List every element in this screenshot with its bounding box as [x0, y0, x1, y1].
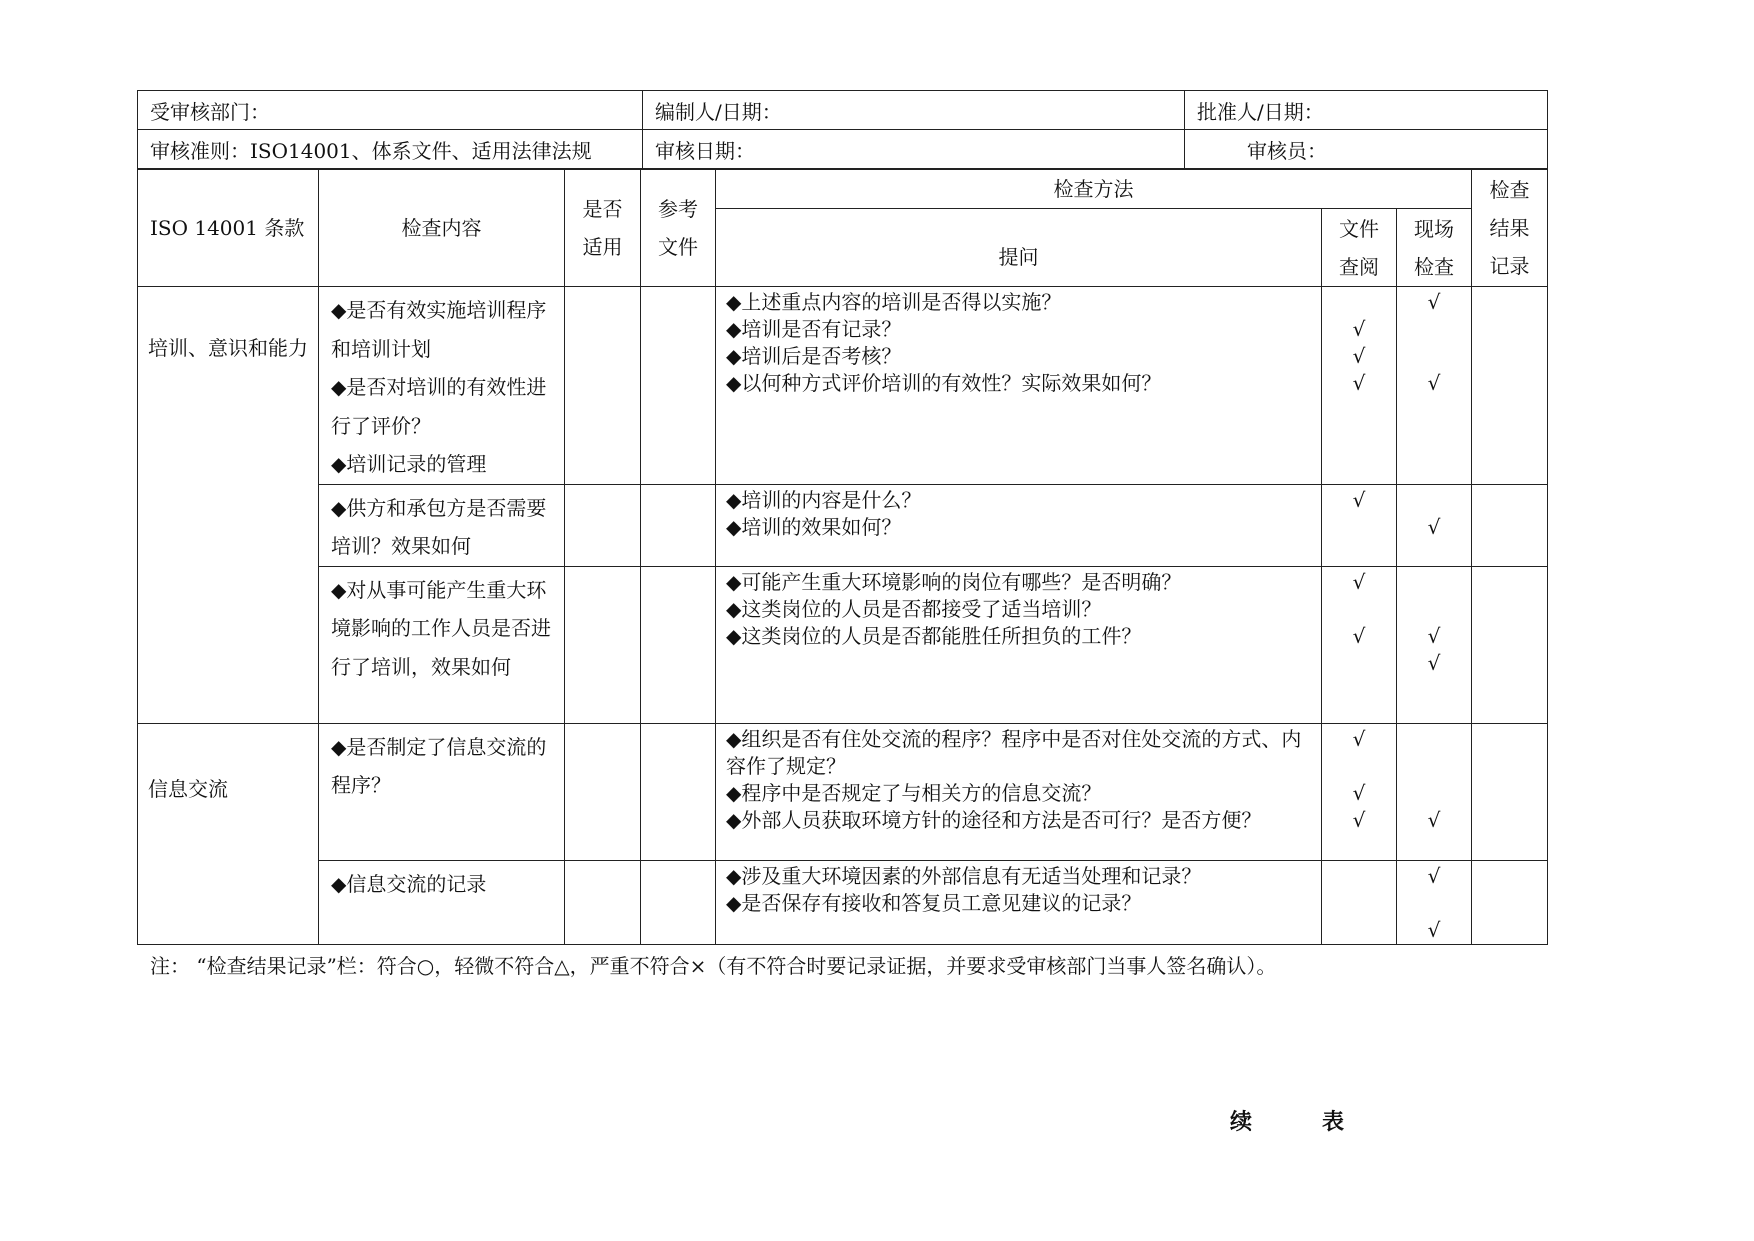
doc-check-cell: √ √ [1322, 566, 1397, 723]
result-cell[interactable] [1472, 287, 1548, 485]
site-check-cell: √ [1397, 484, 1472, 566]
site-check-cell: √ √ [1397, 860, 1472, 944]
content-cell: ◆是否有效实施培训程序和培训计划 ◆是否对培训的有效性进行了评价？ ◆培训记录的管理 [319, 287, 565, 485]
result-cell[interactable] [1472, 566, 1548, 723]
applicable-cell[interactable] [565, 484, 641, 566]
col-method: 检查方法 [716, 170, 1472, 209]
site-check-cell: √ √ [1397, 287, 1472, 485]
col-site-check: 现场检查 [1397, 209, 1472, 287]
table-row [138, 723, 1548, 860]
clause-cell: 培训、意识和能力 [138, 287, 319, 724]
audit-date-label: 审核日期： [643, 130, 1185, 169]
applicable-cell[interactable] [565, 287, 641, 485]
table-row [138, 860, 1548, 944]
col-clause: ISO 14001 条款 [138, 170, 319, 287]
col-doc-review: 文件查阅 [1322, 209, 1397, 287]
content-cell: ◆是否制定了信息交流的程序？ [319, 723, 565, 860]
auditor-label: 审核员： [1185, 130, 1548, 169]
col-content: 检查内容 [319, 170, 565, 287]
reference-cell[interactable] [641, 484, 716, 566]
table-row [138, 287, 1548, 485]
question-cell: ◆涉及重大环境因素的外部信息有无适当处理和记录？ ◆是否保存有接收和答复员工意见建议的记录？ [716, 860, 1322, 944]
reference-cell[interactable] [641, 566, 716, 723]
doc-check-cell [1322, 860, 1397, 944]
reference-cell[interactable] [641, 860, 716, 944]
clause-cell: 信息交流 [138, 723, 319, 944]
audited-dept-label: 受审核部门： [138, 91, 643, 130]
site-check-cell: √ √ [1397, 566, 1472, 723]
col-applicable: 是否适用 [565, 170, 641, 287]
audit-criteria-label: 审核准则：ISO14001、体系文件、适用法律法规 [138, 130, 643, 169]
result-cell[interactable] [1472, 723, 1548, 860]
content-cell: ◆信息交流的记录 [319, 860, 565, 944]
table-row [138, 566, 1548, 723]
applicable-cell[interactable] [565, 566, 641, 723]
header-table [137, 90, 1548, 169]
question-cell: ◆培训的内容是什么？ ◆培训的效果如何？ [716, 484, 1322, 566]
applicable-cell[interactable] [565, 723, 641, 860]
column-header-row-1 [138, 170, 1548, 209]
checklist-table [137, 169, 1548, 945]
footnote: 注： “检查结果记录”栏：符合○，轻微不符合△，严重不符合×（有不符合时要记录证据，并要求受审核部门当事人签名确认）。 [150, 954, 1277, 978]
author-date-label: 编制人/日期： [643, 91, 1185, 130]
content-cell: ◆供方和承包方是否需要培训？效果如何 [319, 484, 565, 566]
site-check-cell: √ [1397, 723, 1472, 860]
reference-cell[interactable] [641, 287, 716, 485]
content-cell: ◆对从事可能产生重大环境影响的工作人员是否进行了培训，效果如何 [319, 566, 565, 723]
result-cell[interactable] [1472, 484, 1548, 566]
applicable-cell[interactable] [565, 860, 641, 944]
continued-label: 续表 [1230, 1109, 1415, 1135]
doc-check-cell: √ √ √ [1322, 287, 1397, 485]
header-row-1 [138, 91, 1548, 130]
col-result: 检查结果记录 [1472, 170, 1548, 287]
question-cell: ◆组织是否有住处交流的程序？程序中是否对住处交流的方式、内容作了规定？ ◆程序中是否规定了与相关方的信息交流？ ◆外部人员获取环境方针的途径和方法是否可行？是否方便？ [716, 723, 1322, 860]
table-row [138, 484, 1548, 566]
result-cell[interactable] [1472, 860, 1548, 944]
question-cell: ◆可能产生重大环境影响的岗位有哪些？是否明确？ ◆这类岗位的人员是否都接受了适当培训？ ◆这类岗位的人员是否都能胜任所担负的工件？ [716, 566, 1322, 723]
question-cell: ◆上述重点内容的培训是否得以实施？ ◆培训是否有记录？ ◆培训后是否考核？ ◆以何种方式评价培训的有效性？实际效果如何？ [716, 287, 1322, 485]
col-reference: 参考文件 [641, 170, 716, 287]
approver-date-label: 批准人/日期： [1185, 91, 1548, 130]
reference-cell[interactable] [641, 723, 716, 860]
doc-check-cell: √ [1322, 484, 1397, 566]
doc-check-cell: √ √ √ [1322, 723, 1397, 860]
header-row-2 [138, 130, 1548, 169]
col-question: 提问 [716, 209, 1322, 287]
